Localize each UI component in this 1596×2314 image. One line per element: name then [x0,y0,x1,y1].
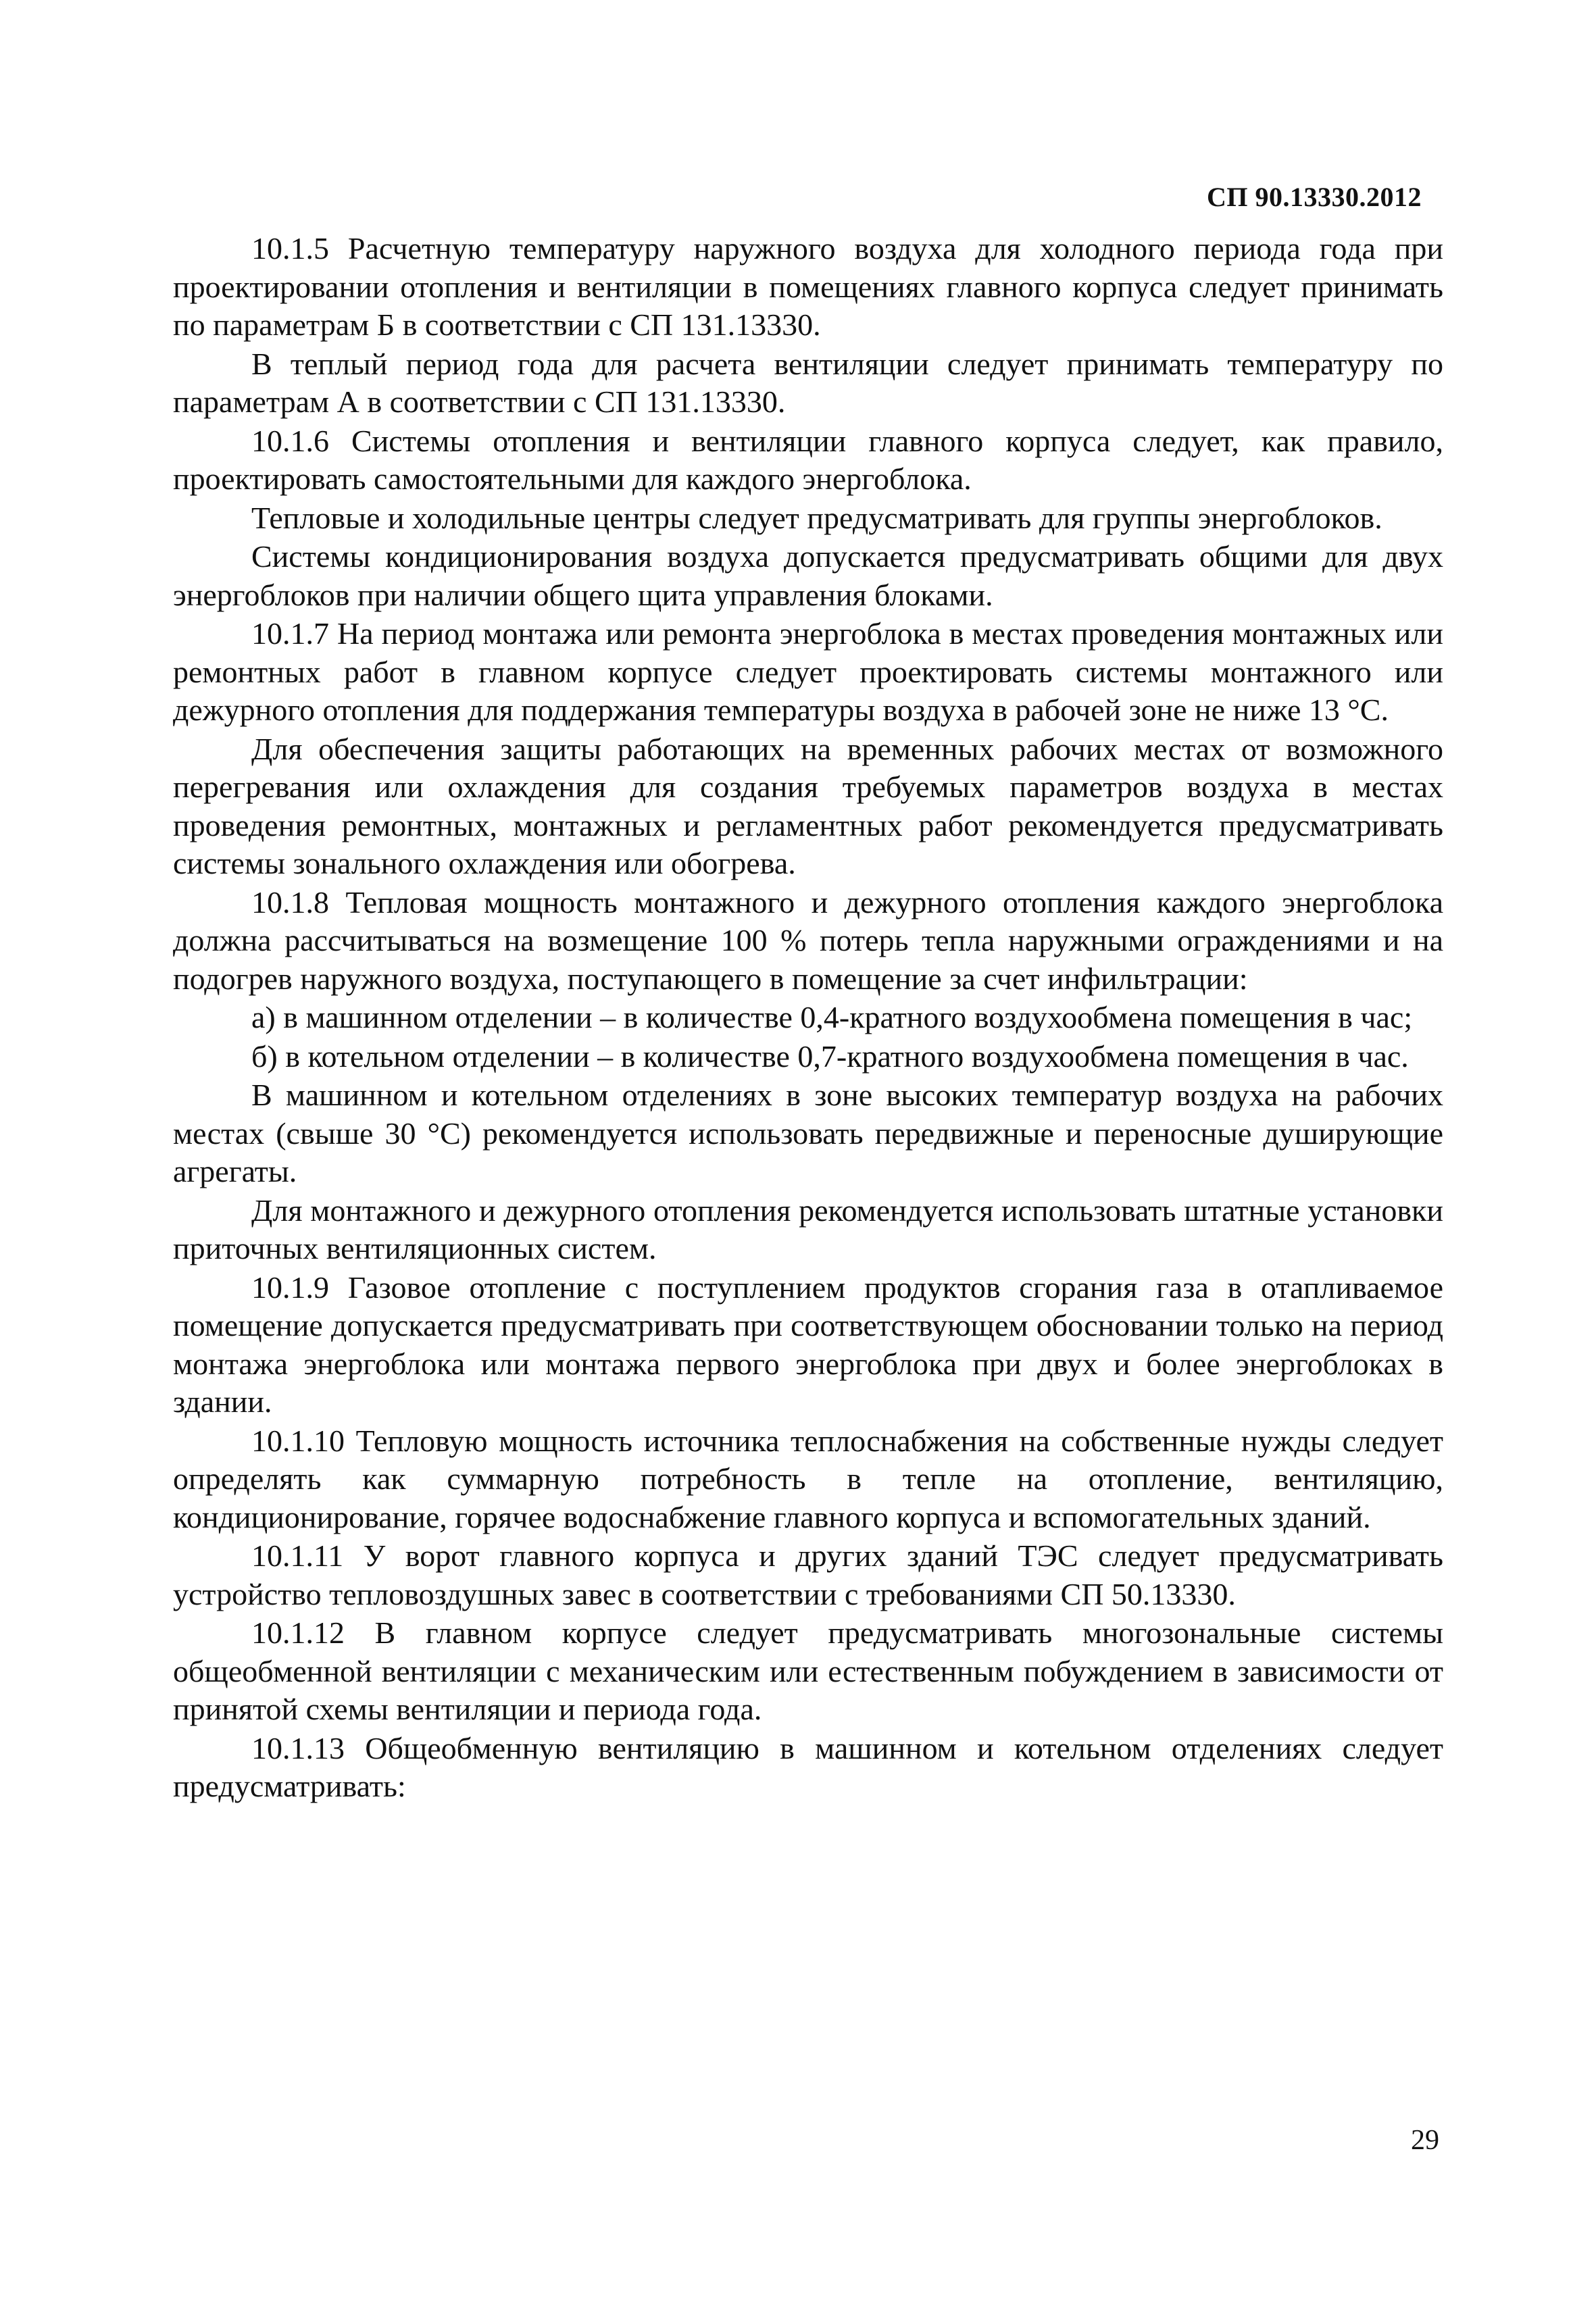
paragraph-10-1-6: 10.1.6 Системы отопления и вентиляции главного корпуса следует, как правило, проектировать самостоятельными для каждого энергоблока. [173,423,1443,496]
paragraph-standby-heating: Для монтажного и дежурного отопления рекомендуется использовать штатные установки приточных вентиляционных систем. [173,1192,1443,1265]
paragraph-warm-period: В теплый период года для расчета вентиляции следует принимать температуру по параметрам А в соответствии с СП 131.13330. [173,346,1443,419]
list-item-b: б) в котельном отделении – в количестве 0,7-кратного воздухообмена помещения в час. [251,1038,1409,1074]
paragraph-heat-cold-centers: Тепловые и холодильные центры следует предусматривать для группы энергоблоков. [251,500,1382,535]
paragraph-10-1-9: 10.1.9 Газовое отопление с поступлением продуктов сгорания газа в отапливаемое помещение допускается предусматривать при соответствующем обосновании только на период монтажа энергоблока или монтажа первого энергоблока при двух и более энергоблоках в здании. [173,1269,1443,1419]
paragraph-air-conditioning: Системы кондиционирования воздуха допускается предусматривать общими для двух энергоблоков при наличии общего щита управления блоками. [173,539,1443,612]
paragraph-10-1-8: 10.1.8 Тепловая мощность монтажного и дежурного отопления каждого энергоблока должна рассчитываться на возмещение 100 % потерь тепла наружными ограждениями и на подогрев наружного воздуха, поступающего в помещение за счет инфильтрации: [173,884,1443,996]
paragraph-10-1-12: 10.1.12 В главном корпусе следует предусматривать многозональные системы общеобменной вентиляции с механическим или естественным побуждением в зависимости от принятой схемы вентиляции и периода года. [173,1615,1443,1726]
list-item-a: а) в машинном отделении – в количестве 0,4-кратного воздухообмена помещения в час; [251,1000,1413,1034]
paragraph-10-1-7: 10.1.7 На период монтажа или ремонта энергоблока в местах проведения монтажных или ремонтных работ в главном корпусе следует проектировать системы монтажного или дежурного отопления для поддержания температуры воздуха в рабочей зоне не ниже 13 °С. [173,616,1443,727]
paragraph-high-temperature-zones: В машинном и котельном отделениях в зоне высоких температур воздуха на рабочих местах (свыше 30 °С) рекомендуется использовать передвижные и переносные душирующие агрегаты. [173,1078,1443,1188]
body-text [173,230,1443,1807]
paragraph-10-1-10: 10.1.10 Тепловую мощность источника теплоснабжения на собственные нужды следует определять как суммарную потребность в тепле на отопление, вентиляцию, кондиционирование, горячее водоснабжение главного корпуса и вспомогательных зданий. [173,1423,1443,1534]
paragraph-10-1-5: 10.1.5 Расчетную температуру наружного воздуха для холодного периода года при проектировании отопления и вентиляции в помещениях главного корпуса следует принимать по параметрам Б в соответствии с СП 131.13330. [173,231,1443,342]
paragraph-worker-protection: Для обеспечения защиты работающих на временных рабочих местах от возможного перегревания или охлаждения для создания требуемых параметров воздуха в местах проведения ремонтных, монтажных и регламентных работ рекомендуется предусматривать системы зонального охлаждения или обогрева. [173,731,1443,880]
paragraph-10-1-11: 10.1.11 У ворот главного корпуса и других зданий ТЭС следует предусматривать устройство тепловоздушных завес в соответствии с требованиями СП 50.13330. [173,1538,1443,1611]
page-number: 29 [1411,2125,1439,2156]
paragraph-10-1-13: 10.1.13 Общеобменную вентиляцию в машинном и котельном отделениях следует предусматривать: [173,1730,1443,1803]
document-code-header: СП 90.13330.2012 [1207,182,1422,212]
